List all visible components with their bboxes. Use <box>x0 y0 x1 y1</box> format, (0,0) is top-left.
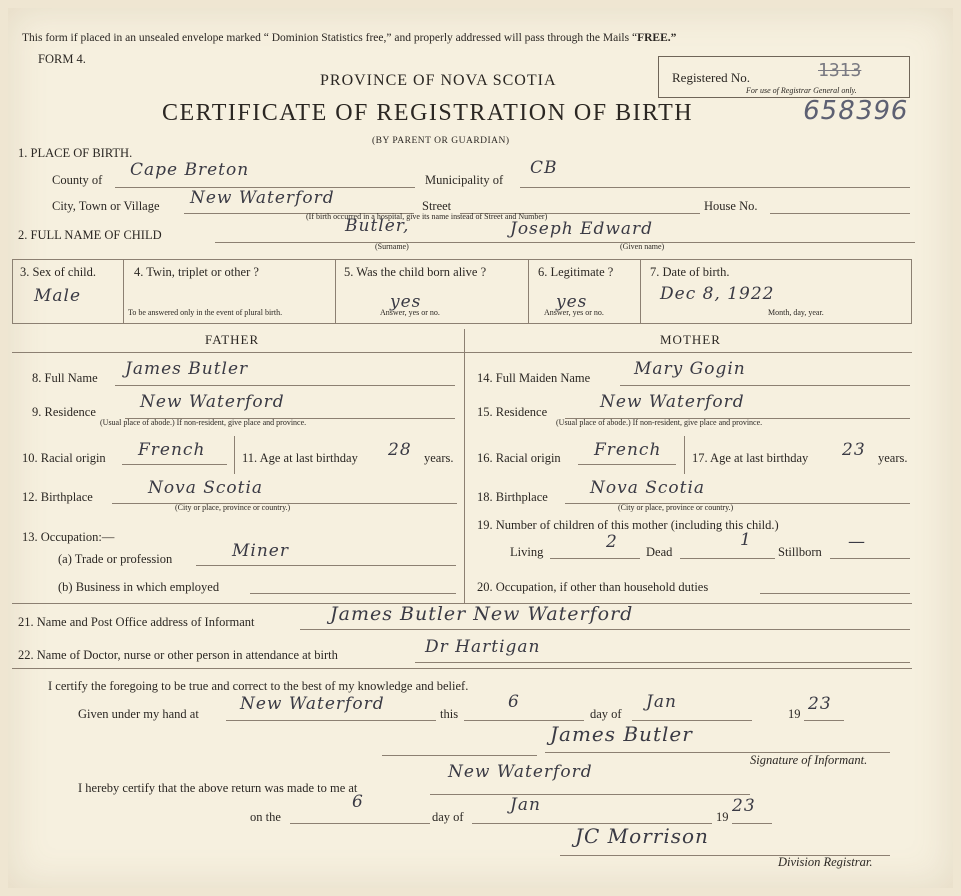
this-label: this <box>440 707 459 721</box>
father-business-label: (b) Business in which employed <box>58 580 220 594</box>
street-label: Street <box>422 199 452 213</box>
municipality-value: CB <box>530 158 558 178</box>
doctor-value: Dr Hartigan <box>425 637 541 657</box>
father-birthplace-note: (City or place, province or country.) <box>175 503 291 512</box>
father-heading: FATHER <box>205 332 260 347</box>
house-label: House No. <box>704 199 758 213</box>
alive-value: yes <box>390 292 422 312</box>
child-surname: Butler, <box>345 216 410 236</box>
registered-note: For use of Registrar General only. <box>746 86 857 95</box>
father-residence-note: (Usual place of abode.) If non-resident, give place and province. <box>100 418 307 427</box>
registrar-place: New Waterford <box>448 762 593 782</box>
father-racial-value: French <box>138 440 206 460</box>
given-day-of-label: day of <box>590 707 622 721</box>
registrar-text: I hereby certify that the above return was made to me at <box>78 781 358 795</box>
stillborn-label: Stillborn <box>778 545 822 559</box>
registrar-on-label: on the <box>250 810 281 824</box>
father-name-value: James Butler <box>125 359 249 379</box>
given-day: 6 <box>508 692 520 712</box>
dead-label: Dead <box>646 545 673 559</box>
hospital-note: (If birth occurred in a hospital, give its name instead of Street and Number) <box>306 212 548 221</box>
surname-note: (Surname) <box>375 242 409 251</box>
certify-text: I certify the foregoing to be true and correct to the best of my knowledge and belief. <box>48 679 469 693</box>
city-label: City, Town or Village <box>52 199 160 213</box>
mother-birthplace-value: Nova Scotia <box>590 478 706 498</box>
mother-heading: MOTHER <box>660 332 721 347</box>
legitimate-label: 6. Legitimate ? <box>538 265 614 279</box>
mail-notice-free: FREE.” <box>637 32 677 44</box>
informant-label: 21. Name and Post Office address of Informant <box>18 615 255 629</box>
registrar-day-of-label: day of <box>432 810 464 824</box>
father-racial-label: 10. Racial origin <box>22 451 106 465</box>
county-label: County of <box>52 173 103 187</box>
county-value: Cape Breton <box>130 160 250 180</box>
birth-date-note: Month, day, year. <box>768 308 824 317</box>
given-month: Jan <box>646 692 677 712</box>
registrar-signature-label: Division Registrar. <box>778 855 873 869</box>
mother-residence-note: (Usual place of abode.) If non-resident, give place and province. <box>556 418 763 427</box>
alive-label: 5. Was the child born alive ? <box>344 265 487 279</box>
child-name-label: 2. FULL NAME OF CHILD <box>18 228 162 242</box>
registrar-year-prefix: 19 <box>716 810 729 824</box>
mother-racial-label: 16. Racial origin <box>477 451 561 465</box>
informant-value: James Butler New Waterford <box>330 603 634 625</box>
legitimate-note: Answer, yes or no. <box>544 308 604 317</box>
birth-date-label: 7. Date of birth. <box>650 265 730 279</box>
informant-signature: James Butler <box>550 722 693 746</box>
registrar-year: 23 <box>732 796 756 816</box>
twin-note: To be answered only in the event of plural birth. <box>128 308 283 317</box>
father-residence-label: 9. Residence <box>32 405 96 419</box>
dead-value: 1 <box>740 530 752 550</box>
father-birthplace-label: 12. Birthplace <box>22 490 93 504</box>
registered-number: 1313 <box>818 60 862 81</box>
living-value: 2 <box>606 532 618 552</box>
province-heading: PROVINCE OF NOVA SCOTIA <box>320 72 557 89</box>
place-of-birth-label: 1. PLACE OF BIRTH. <box>18 146 133 160</box>
sex-label: 3. Sex of child. <box>20 265 97 279</box>
registrar-month: Jan <box>510 795 541 815</box>
city-value: New Waterford <box>190 188 335 208</box>
twin-label: 4. Twin, triplet or other ? <box>134 265 259 279</box>
mother-birthplace-label: 18. Birthplace <box>477 490 548 504</box>
mother-age-label: 17. Age at last birthday <box>692 451 809 465</box>
living-label: Living <box>510 545 544 559</box>
mother-children-label: 19. Number of children of this mother (including this child.) <box>477 518 779 532</box>
mother-residence-label: 15. Residence <box>477 405 548 419</box>
registrar-day: 6 <box>352 792 364 812</box>
father-trade-value: Miner <box>232 541 289 561</box>
mother-maiden-value: Mary Gogin <box>634 359 746 379</box>
mother-residence-value: New Waterford <box>600 392 745 412</box>
given-place: New Waterford <box>240 694 385 714</box>
registered-label: Registered No. <box>672 70 750 85</box>
birth-date-value: Dec 8, 1922 <box>660 284 775 304</box>
father-age-label: 11. Age at last birthday <box>242 451 358 465</box>
form-number: FORM 4. <box>38 52 86 66</box>
municipality-label: Municipality of <box>425 173 504 187</box>
doctor-label: 22. Name of Doctor, nurse or other person in attendance at birth <box>18 648 338 662</box>
alive-note: Answer, yes or no. <box>380 308 440 317</box>
mother-occupation-label: 20. Occupation, if other than household duties <box>477 580 709 594</box>
mother-age-unit: years. <box>878 451 908 465</box>
mother-age-value: 23 <box>842 440 866 460</box>
certificate-subtitle: (BY PARENT OR GUARDIAN) <box>372 136 510 146</box>
certificate-title: CERTIFICATE OF REGISTRATION OF BIRTH <box>162 100 694 126</box>
given-label: Given under my hand at <box>78 707 199 721</box>
stamp-number: 658396 <box>800 96 911 126</box>
mother-racial-value: French <box>594 440 662 460</box>
mail-notice-text: This form if placed in an unsealed envelope marked “ Dominion Statistics free,” and properly addressed will pass through the Mails “ <box>22 32 638 44</box>
given-name-note: (Given name) <box>620 242 665 251</box>
father-birthplace-value: Nova Scotia <box>148 478 264 498</box>
stillborn-value: — <box>848 532 866 552</box>
sex-value: Male <box>34 286 82 306</box>
legitimate-value: yes <box>556 292 588 312</box>
mother-birthplace-note: (City or place, province or country.) <box>618 503 734 512</box>
father-age-value: 28 <box>388 440 412 460</box>
registrar-signature: JC Morrison <box>575 824 709 848</box>
father-name-label: 8. Full Name <box>32 371 98 385</box>
father-trade-label: (a) Trade or profession <box>58 552 173 566</box>
father-age-unit: years. <box>424 451 454 465</box>
informant-signature-label: Signature of Informant. <box>750 753 868 767</box>
child-given-name: Joseph Edward <box>510 219 654 239</box>
mail-notice <box>22 32 676 44</box>
given-year-prefix: 19 <box>788 707 801 721</box>
father-residence-value: New Waterford <box>140 392 285 412</box>
mother-maiden-label: 14. Full Maiden Name <box>477 371 591 385</box>
father-occupation-label: 13. Occupation:— <box>22 530 115 544</box>
given-year: 23 <box>808 694 832 714</box>
